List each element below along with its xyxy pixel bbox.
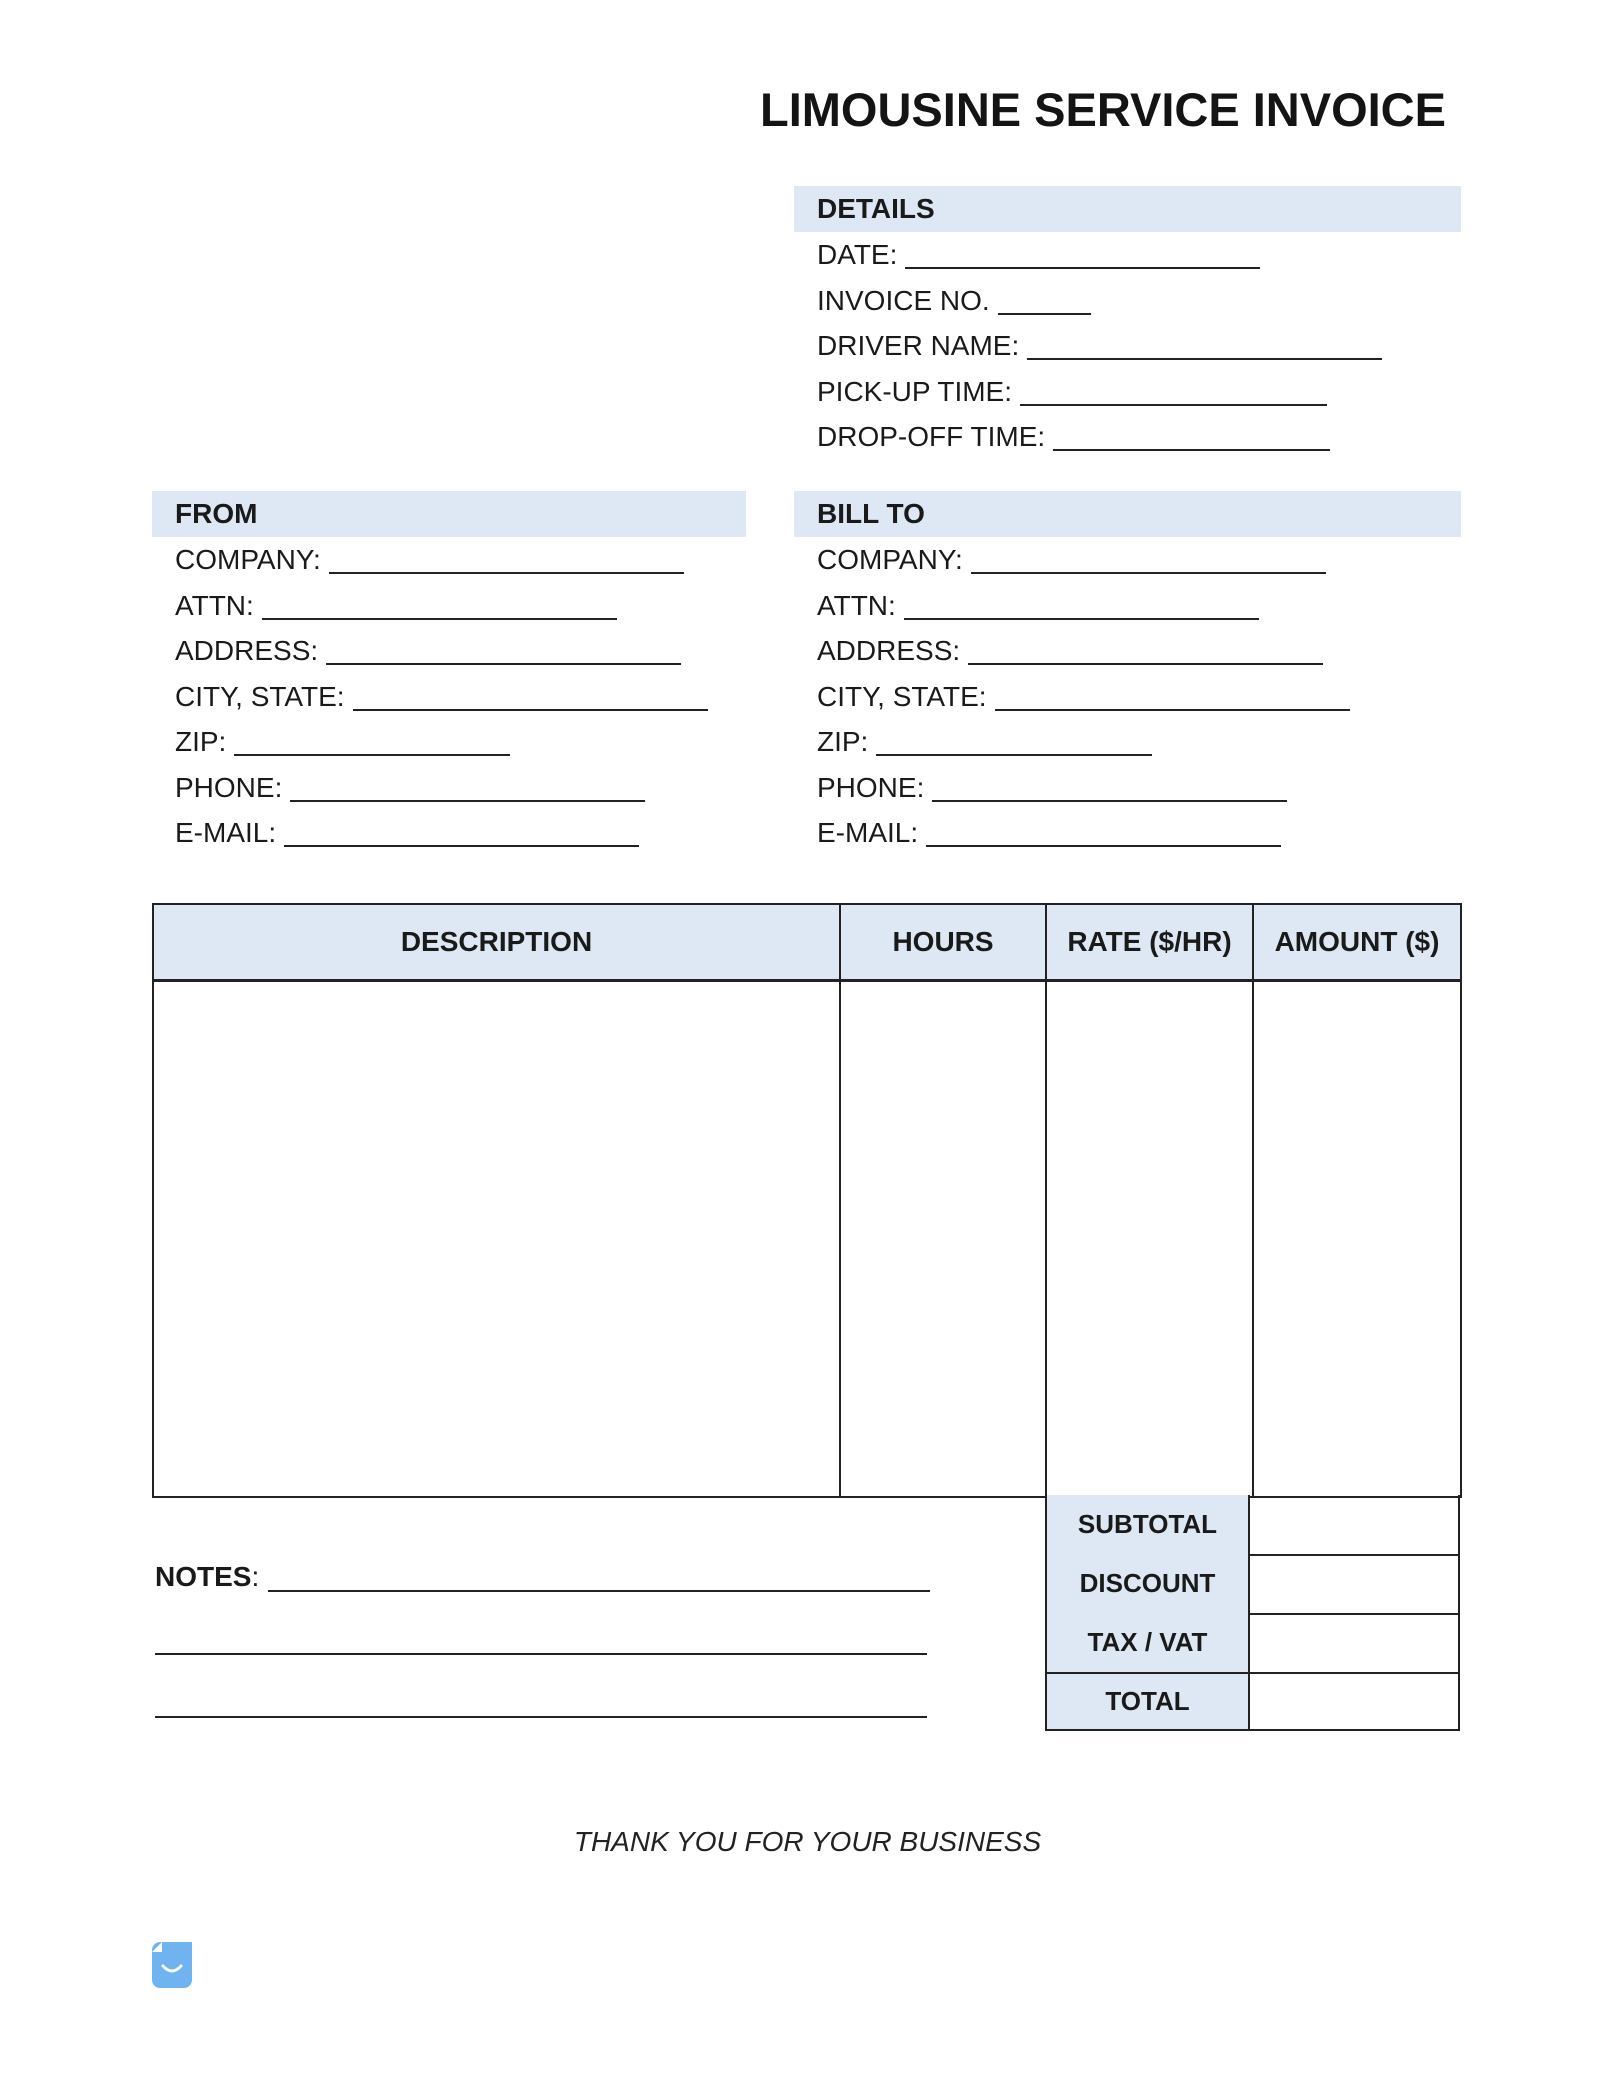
bill-to-zip-label: ZIP:	[817, 726, 869, 757]
bill-to-phone-line[interactable]	[932, 770, 1287, 802]
bill-to-zip-field[interactable]	[817, 722, 1152, 762]
bill-to-attn-line[interactable]	[904, 588, 1259, 620]
from-email-label: E-MAIL:	[175, 817, 277, 848]
from-attn-line[interactable]	[262, 588, 617, 620]
from-header: FROM	[152, 491, 746, 537]
details-header: DETAILS	[794, 186, 1461, 232]
bill-to-phone-field[interactable]	[817, 768, 1287, 808]
details-dropoff-time-field[interactable]	[817, 417, 1330, 457]
subtotal-label: SUBTOTAL	[1045, 1495, 1250, 1554]
description-column-header: DESCRIPTION	[153, 904, 840, 981]
from-city-state-field[interactable]	[175, 677, 708, 717]
document-smile-icon	[152, 1942, 192, 1988]
discount-row	[1045, 1554, 1460, 1613]
notes-colon: :	[251, 1561, 260, 1592]
details-date-field[interactable]	[817, 235, 1260, 275]
discount-label: DISCOUNT	[1045, 1554, 1250, 1613]
from-address-label: ADDRESS:	[175, 635, 319, 666]
notes-line-1[interactable]	[268, 1590, 930, 1592]
bill-to-company-label: COMPANY:	[817, 544, 963, 575]
total-label: TOTAL	[1045, 1672, 1250, 1731]
rate-column-header: RATE ($/HR)	[1046, 904, 1253, 981]
from-email-field[interactable]	[175, 813, 639, 853]
bill-to-email-field[interactable]	[817, 813, 1281, 853]
tax-vat-row	[1045, 1613, 1460, 1672]
from-city-state-label: CITY, STATE:	[175, 681, 345, 712]
bill-to-company-field[interactable]	[817, 540, 1326, 580]
description-cell[interactable]	[153, 981, 840, 1498]
invoice-no-label: INVOICE NO.	[817, 285, 990, 316]
bill-to-header: BILL TO	[794, 491, 1461, 537]
total-row	[1045, 1672, 1460, 1731]
dropoff-time-line[interactable]	[1053, 419, 1330, 451]
hours-cell[interactable]	[840, 981, 1046, 1498]
bill-to-city-state-label: CITY, STATE:	[817, 681, 987, 712]
tax-vat-label: TAX / VAT	[1045, 1613, 1250, 1672]
bill-to-address-line[interactable]	[968, 633, 1323, 665]
from-address-field[interactable]	[175, 631, 681, 671]
bill-to-city-state-field[interactable]	[817, 677, 1350, 717]
table-row	[153, 981, 1461, 1498]
bill-to-email-line[interactable]	[926, 815, 1281, 847]
bill-to-attn-field[interactable]	[817, 586, 1259, 626]
from-phone-line[interactable]	[290, 770, 645, 802]
from-city-state-line[interactable]	[353, 679, 708, 711]
bill-to-address-label: ADDRESS:	[817, 635, 961, 666]
hours-column-header: HOURS	[840, 904, 1046, 981]
subtotal-row	[1045, 1495, 1460, 1554]
amount-column-header: AMOUNT ($)	[1253, 904, 1461, 981]
notes-label	[155, 1559, 259, 1595]
from-phone-label: PHONE:	[175, 772, 283, 803]
invoice-title: LIMOUSINE SERVICE INVOICE	[760, 83, 1446, 136]
from-company-label: COMPANY:	[175, 544, 321, 575]
driver-name-line[interactable]	[1027, 328, 1382, 360]
bill-to-attn-label: ATTN:	[817, 590, 896, 621]
from-company-line[interactable]	[329, 542, 684, 574]
bill-to-email-label: E-MAIL:	[817, 817, 919, 848]
totals-summary	[1045, 1495, 1460, 1731]
pickup-time-label: PICK-UP TIME:	[817, 376, 1013, 407]
bill-to-city-state-line[interactable]	[995, 679, 1350, 711]
notes-label-text: NOTES	[155, 1561, 252, 1592]
details-driver-name-field[interactable]	[817, 326, 1382, 366]
details-invoice-no-field[interactable]	[817, 281, 1091, 321]
from-address-line[interactable]	[326, 633, 681, 665]
tax-vat-value[interactable]	[1250, 1613, 1460, 1672]
from-email-line[interactable]	[284, 815, 639, 847]
driver-name-label: DRIVER NAME:	[817, 330, 1020, 361]
dropoff-time-label: DROP-OFF TIME:	[817, 421, 1046, 452]
notes-line-3[interactable]	[155, 1716, 927, 1718]
details-pickup-time-field[interactable]	[817, 372, 1327, 412]
from-zip-field[interactable]	[175, 722, 510, 762]
from-phone-field[interactable]	[175, 768, 645, 808]
thank-you-footer: THANK YOU FOR YOUR BUSINESS	[573, 1826, 1042, 1857]
from-attn-label: ATTN:	[175, 590, 254, 621]
amount-cell[interactable]	[1253, 981, 1461, 1498]
from-attn-field[interactable]	[175, 586, 617, 626]
from-company-field[interactable]	[175, 540, 684, 580]
subtotal-value[interactable]	[1250, 1495, 1460, 1554]
bill-to-zip-line[interactable]	[876, 724, 1152, 756]
from-zip-line[interactable]	[234, 724, 510, 756]
bill-to-phone-label: PHONE:	[817, 772, 925, 803]
date-label: DATE:	[817, 239, 898, 270]
bill-to-address-field[interactable]	[817, 631, 1323, 671]
date-line[interactable]	[905, 237, 1260, 269]
notes-line-2[interactable]	[155, 1653, 927, 1655]
discount-value[interactable]	[1250, 1554, 1460, 1613]
pickup-time-line[interactable]	[1020, 374, 1327, 406]
from-zip-label: ZIP:	[175, 726, 227, 757]
table-header-row	[153, 904, 1461, 981]
rate-cell[interactable]	[1046, 981, 1253, 1498]
total-value[interactable]	[1250, 1672, 1460, 1731]
bill-to-company-line[interactable]	[971, 542, 1326, 574]
line-items-table	[152, 903, 1462, 1498]
invoice-no-line[interactable]	[998, 283, 1091, 315]
